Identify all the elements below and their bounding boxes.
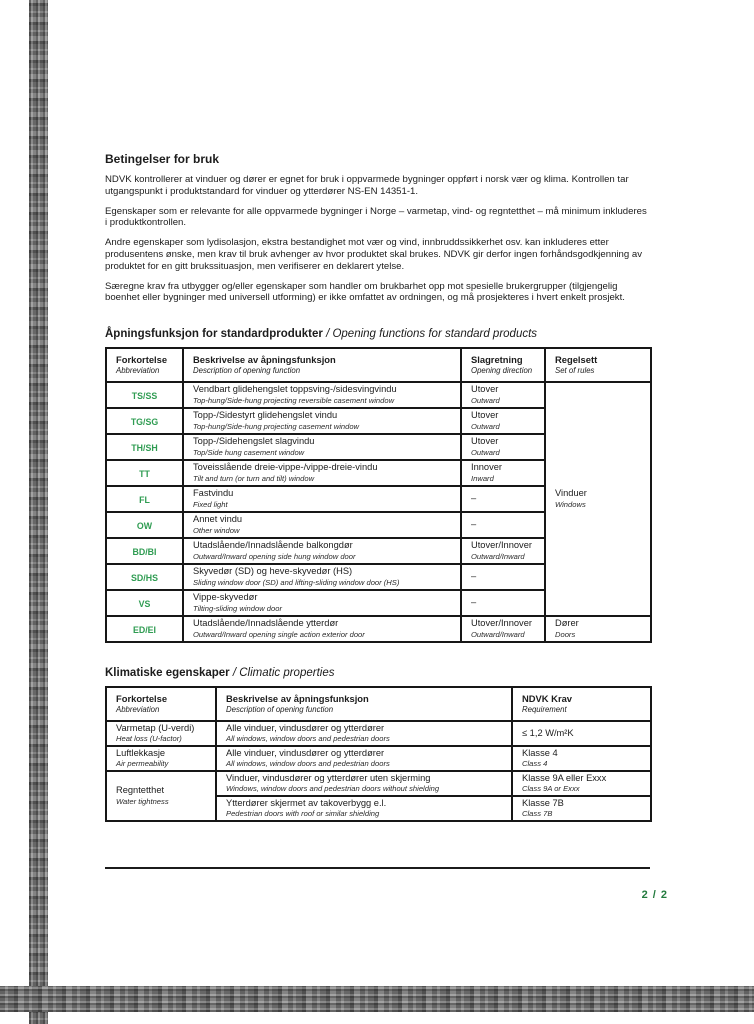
property-cell: Regntetthet Water tightness xyxy=(106,771,216,821)
header-description: Beskrivelse av åpningsfunksjon Description of opening function xyxy=(183,348,461,382)
description-cell: Utadslående/Innadslående ytterdør Outward/Inward opening single action exterior door xyxy=(183,616,461,642)
direction-cell: – xyxy=(461,486,545,512)
table-header-row xyxy=(106,687,651,721)
abbreviation-cell: TT xyxy=(106,460,183,486)
ruleset-doors-cell: Dører Doors xyxy=(545,616,651,642)
page-number: 2 / 2 xyxy=(641,889,668,901)
table-row xyxy=(106,721,651,746)
heading-norwegian: Klimatiske egenskaper xyxy=(105,666,230,679)
climatic-properties-heading xyxy=(105,667,650,679)
paragraph-intro: NDVK kontrollerer at vinduer og dører er egnet for bruk i oppvarmede bygninger oppført i norsk vær og klima. Kontrollen tar utgangspunkt i produktstandard for vinduer og ytterdører NS-EN 14351-1. xyxy=(105,174,629,197)
description-cell: Topp-/Sidestyrt glidehengslet vindu Top-hung/Side-hung projecting casement window xyxy=(183,408,461,434)
abbreviation-cell: FL xyxy=(106,486,183,512)
abbreviation-cell: TS/SS xyxy=(106,382,183,408)
table-row xyxy=(106,771,651,796)
direction-cell: Utover Outward xyxy=(461,382,545,408)
description-cell: Alle vinduer, vindusdører og ytterdører All windows, window doors and pedestrian doors xyxy=(216,746,512,771)
direction-cell: Utover Outward xyxy=(461,434,545,460)
requirement-cell: Klasse 4 Class 4 xyxy=(512,746,651,771)
description-cell: Ytterdører skjermet av takoverbygg e.l. Pedestrian doors with roof or similar shielding xyxy=(216,796,512,821)
opening-functions-heading xyxy=(105,328,650,340)
requirement-cell: ≤ 1,2 W/m²K xyxy=(512,721,651,746)
header-description: Beskrivelse av åpningsfunksjon Description of opening function xyxy=(216,687,512,721)
description-cell: Annet vindu Other window xyxy=(183,512,461,538)
climatic-properties-table xyxy=(105,686,652,822)
abbreviation-cell: TH/SH xyxy=(106,434,183,460)
abbreviation-cell: BD/BI xyxy=(106,538,183,564)
opening-functions-table xyxy=(105,347,652,643)
header-requirement: NDVK Krav Requirement xyxy=(512,687,651,721)
table-row xyxy=(106,616,651,642)
description-cell: Fastvindu Fixed light xyxy=(183,486,461,512)
scan-artifact-left xyxy=(29,0,48,1024)
direction-cell: Utover/Innover Outward/Inward xyxy=(461,538,545,564)
description-cell: Skyvedør (SD) og heve-skyvedør (HS) Sliding window door (SD) and lifting-sliding window door (HS) xyxy=(183,564,461,590)
table-header-row xyxy=(106,348,651,382)
direction-cell: Utover Outward xyxy=(461,408,545,434)
scan-artifact-bottom xyxy=(0,986,754,1012)
direction-cell: Utover/Innover Outward/Inward xyxy=(461,616,545,642)
abbreviation-cell: ED/EI xyxy=(106,616,183,642)
heading-norwegian: Åpningsfunksjon for standardprodukter xyxy=(105,327,323,340)
description-cell: Toveisslående dreie-vippe-/vippe-dreie-vindu Tilt and turn (or turn and tilt) window xyxy=(183,460,461,486)
requirement-cell: Klasse 7B Class 7B xyxy=(512,796,651,821)
description-cell: Vendbart glidehengslet toppsving-/sidesvingvindu Top-hung/Side-hung projecting reversible casement window xyxy=(183,382,461,408)
description-cell: Alle vinduer, vindusdører og ytterdører All windows, window doors and pedestrian doors xyxy=(216,721,512,746)
header-abbreviation: Forkortelse Abbreviation xyxy=(106,348,183,382)
paragraph-properties: Egenskaper som er relevante for alle oppvarmede bygninger i Norge – varmetap, vind- og regntetthet – må minimum inkluderes i produktkontrollen. xyxy=(105,205,647,229)
description-cell: Vinduer, vindusdører og ytterdører uten skjerming Windows, window doors and pedestrian doors without shielding xyxy=(216,771,512,796)
property-cell: Varmetap (U-verdi) Heat loss (U-factor) xyxy=(106,721,216,746)
abbreviation-cell: SD/HS xyxy=(106,564,183,590)
direction-cell: – xyxy=(461,512,545,538)
header-ruleset: Regelsett Set of rules xyxy=(545,348,651,382)
description-cell: Topp-/Sidehengslet slagvindu Top/Side hung casement window xyxy=(183,434,461,460)
direction-cell: – xyxy=(461,564,545,590)
paragraph-other-properties: Andre egenskaper som lydisolasjon, ekstra bestandighet mot vær og vind, innbruddssikkerhet osv. kan inkluderes etter produsentens ønske, men krav til bruk avhenger av hvor produktet skal brukes. NDVK gir derfor ingen forhåndsgodkjenning av produktet for en gitt brukssituasjon, men verifiserer en deklarert ytelse. xyxy=(105,237,643,272)
description-cell: Utadslående/Innadslående balkongdør Outward/Inward opening side hung window door xyxy=(183,538,461,564)
property-cell: Luftlekkasje Air permeability xyxy=(106,746,216,771)
paragraph-special-requirements: Særegne krav fra utbygger og/eller egenskaper som handler om brukbarhet opp mot spesielle brukergrupper (tilgjengelig boenhet eller bygninger med universell utforming) er ikke omfattet av ordningen, og må prosjekteres i hvert enkelt prosjekt. xyxy=(105,280,625,304)
table-row xyxy=(106,382,651,408)
table-row xyxy=(106,746,651,771)
page-title: Betingelser for bruk xyxy=(105,152,220,166)
direction-cell: Innover Inward xyxy=(461,460,545,486)
header-abbreviation: Forkortelse Abbreviation xyxy=(106,687,216,721)
heading-english: / Climatic properties xyxy=(232,666,335,679)
footer-divider xyxy=(105,867,650,869)
header-direction: Slagretning Opening direction xyxy=(461,348,545,382)
description-cell: Vippe-skyvedør Tilting-sliding window door xyxy=(183,590,461,616)
ruleset-windows-cell: Vinduer Windows xyxy=(545,382,651,616)
abbreviation-cell: VS xyxy=(106,590,183,616)
abbreviation-cell: TG/SG xyxy=(106,408,183,434)
document-page xyxy=(105,152,650,822)
requirement-cell: Klasse 9A eller Exxx Class 9A or Exxx xyxy=(512,771,651,796)
direction-cell: – xyxy=(461,590,545,616)
heading-english: / Opening functions for standard products xyxy=(326,327,538,340)
abbreviation-cell: OW xyxy=(106,512,183,538)
